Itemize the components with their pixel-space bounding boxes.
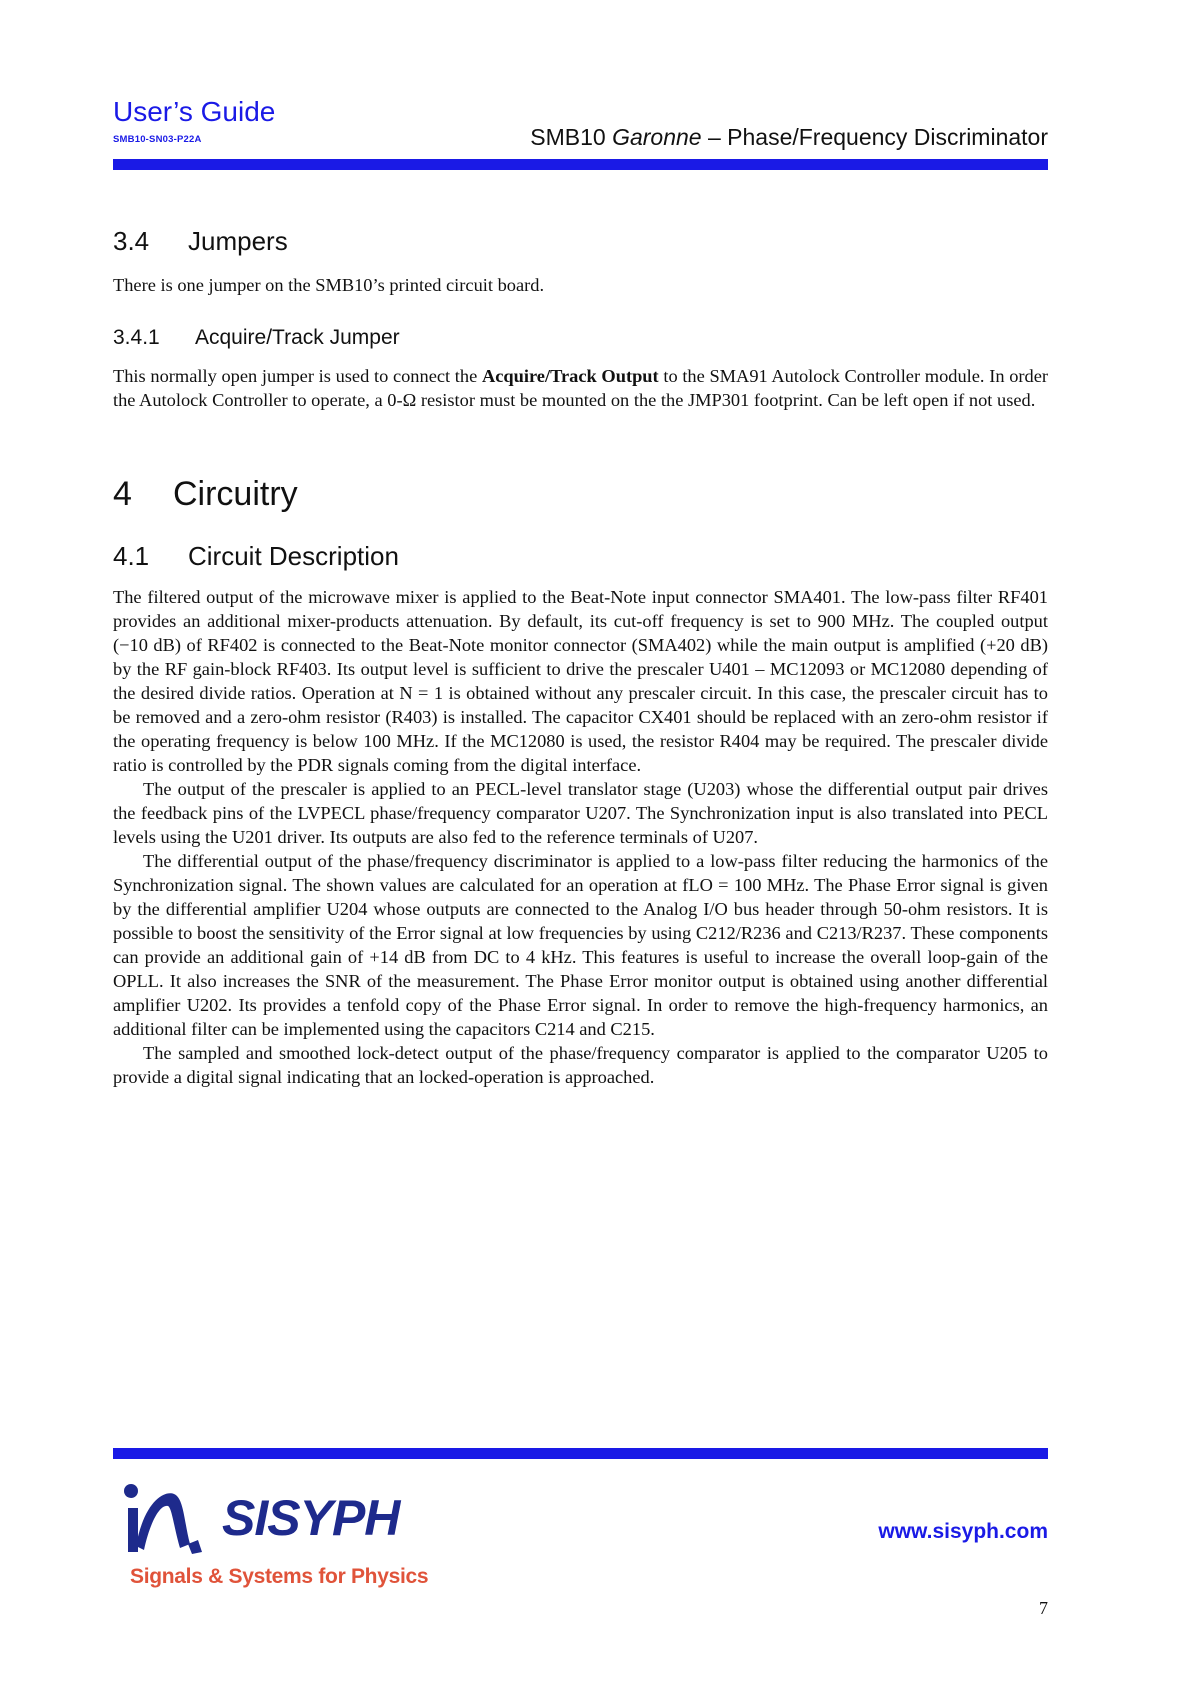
jumper-text-post: to the SMA91 Autolock Controller module. In order the Autolock Controller to operate, a 0-Ω resistor must be mounted on the the JMP301 footprint. Can be left open if not used. — [113, 366, 1048, 410]
section-title: Jumpers — [188, 226, 288, 256]
paragraph-2: The output of the prescaler is applied to an PECL-level translator stage (U203) whose the differential output pair drives the feedback pins of the LVPECL phase/frequency comparator U207. The Synchronization input is also translated into PECL levels using the U201 driver. Its outputs are also fed to the reference terminals of U207. — [113, 779, 1048, 847]
document-title-suffix: – Phase/Frequency Discriminator — [701, 124, 1048, 150]
paragraph-1: The filtered output of the microwave mixer is applied to the Beat-Note input connector SMA401. The low-pass filter RF401 provides an additional mixer-products attenuation. By default, its cut-off frequency is set to 900 MHz. The coupled output (−10 dB) of RF402 is connected to the Beat-Note monitor connector (SMA402) while the main output is amplified (+20 dB) by the RF gain-block RF403. Its output level is sufficient to drive the prescaler U401 – MC12093 or MC12080 depending of the desired divide ratios. Operation at N = 1 is obtained without any prescaler circuit. In this case, the prescaler circuit has to be removed and a zero-ohm resistor (R403) is installed. The capacitor CX401 should be replaced with an zero-ohm resistor if the operating frequency is below 100 MHz. If the MC12080 is used, the resistor R404 may be required. The prescaler divide ratio is controlled by the PDR signals coming from the digital interface. — [113, 587, 1048, 775]
document-title-prefix: SMB10 — [530, 124, 613, 150]
document-title — [530, 124, 1048, 151]
header-rule — [113, 159, 1048, 170]
paragraph-4: The sampled and smoothed lock-detect output of the phase/frequency comparator is applied to the comparator U205 to provide a digital signal indicating that an locked-operation is approached. — [113, 1043, 1048, 1087]
document-title-name: Garonne — [612, 124, 702, 150]
subsection-title: Acquire/Track Jumper — [195, 326, 400, 349]
document-code: SMB10-SN03-P22A — [113, 134, 202, 145]
subsection-heading-3-4-1 — [113, 326, 400, 350]
circuit-description-body — [113, 585, 1048, 1089]
subsection-3-4-1-text — [113, 364, 1048, 412]
website-link[interactable]: www.sisyph.com — [878, 1520, 1048, 1543]
logo-wordmark: SISYPH — [222, 1490, 400, 1546]
footer-rule — [113, 1448, 1048, 1459]
chapter-heading-4 — [113, 475, 298, 514]
page-number: 7 — [1039, 1598, 1048, 1618]
header-title: User’s Guide — [113, 96, 276, 127]
logo-tagline: Signals & Systems for Physics — [130, 1565, 429, 1588]
logo-dot — [124, 1484, 138, 1498]
logo-wave — [136, 1493, 190, 1550]
subsection-number: 3.4.1 — [113, 326, 160, 349]
jumper-text-pre: This normally open jumper is used to connect the — [113, 366, 482, 386]
chapter-number: 4 — [113, 475, 132, 513]
section-3-4-text: There is one jumper on the SMB10’s printed circuit board. — [113, 275, 545, 295]
chapter-title: Circuitry — [173, 475, 298, 513]
logo-wave-tail — [188, 1540, 202, 1554]
section-number: 3.4 — [113, 226, 150, 256]
jumper-text-bold: Acquire/Track Output — [481, 366, 659, 386]
section-number: 4.1 — [113, 541, 150, 571]
section-heading-4-1 — [113, 541, 399, 572]
section-heading-3-4 — [113, 226, 288, 257]
paragraph-3: The differential output of the phase/frequency discriminator is applied to a low-pass filter reducing the harmonics of the Synchronization signal. The shown values are calculated for an operation at fLO = 100 MHz. The Phase Error signal is given by the differential amplifier U204 whose outputs are connected to the Analog I/O bus header through 50-ohm resistors. It is possible to boost the sensitivity of the Error signal at low frequencies by using C212/R236 and C213/R237. These components can provide an additional gain of +14 dB from DC to 4 kHz. This features is useful to increase the overall loop-gain of the OPLL. It also increases the SNR of the measurement. The Phase Error monitor output is obtained using another differential amplifier U202. Its provides a tenfold copy of the Phase Error signal. In order to remove the high-frequency harmonics, an additional filter can be implemented using the capacitors C214 and C215. — [113, 851, 1048, 1039]
section-title: Circuit Description — [188, 541, 399, 571]
